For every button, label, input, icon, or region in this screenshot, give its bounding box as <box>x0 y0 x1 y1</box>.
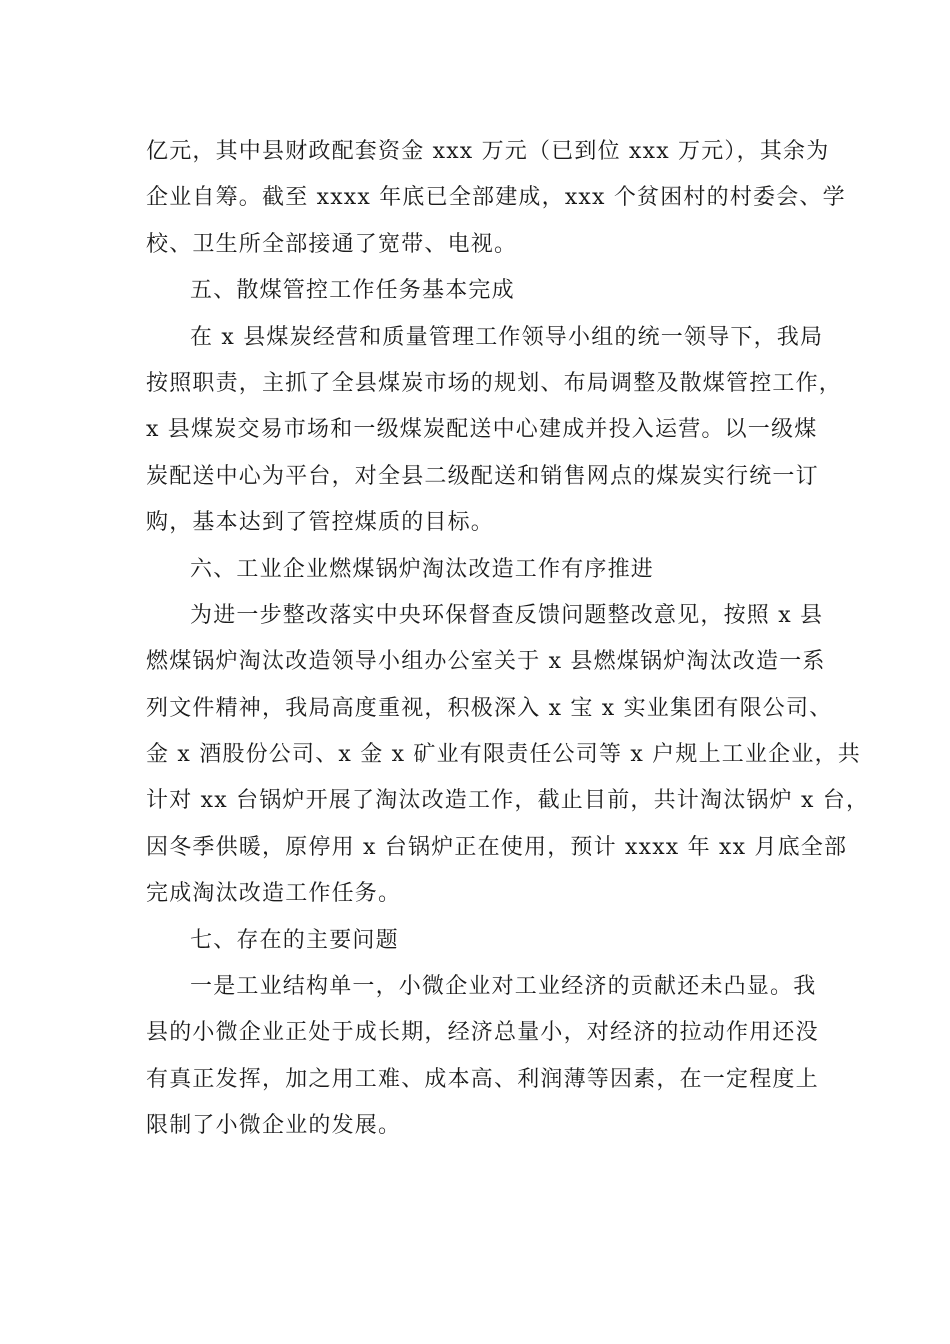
body-line: 一是工业结构单一，小微企业对工业经济的贡献还未凸显。我 <box>190 974 817 1000</box>
body-line: 在 x 县煤炭经营和质量管理工作领导小组的统一领导下，我局 <box>190 324 824 350</box>
body-line: 为进一步整改落实中央环保督查反馈问题整改意见，按照 x 县 <box>190 602 824 628</box>
body-line: 金 x 酒股份公司、x 金 x 矿业有限责任公司等 x 户规上工业企业，共 <box>146 742 861 768</box>
body-line: 按照职责，主抓了全县煤炭市场的规划、布局调整及散煤管控工作， <box>146 370 843 396</box>
body-line: 亿元，其中县财政配套资金 xxx 万元（已到位 xxx 万元），其余为 <box>146 139 830 164</box>
body-line: 列文件精神，我局高度重视，积极深入 x 宝 x 实业集团有限公司、 <box>146 695 833 721</box>
body-line: 县的小微企业正处于成长期，经济总量小，对经济的拉动作用还没 <box>146 1020 819 1046</box>
body-line: 炭配送中心为平台，对全县二级配送和销售网点的煤炭实行统一订 <box>146 463 819 489</box>
document-body <box>146 132 870 1153</box>
body-line: 燃煤锅炉淘汰改造领导小组办公室关于 x 县燃煤锅炉淘汰改造一系 <box>146 649 826 675</box>
body-line: 因冬季供暖，原停用 x 台锅炉正在使用，预计 xxxx 年 xx 月底全部 <box>146 834 848 860</box>
body-line: 有真正发挥，加之用工难、成本高、利润薄等因素，在一定程度上 <box>146 1066 819 1092</box>
body-line: 企业自筹。截至 xxxx 年底已全部建成，xxx 个贫困村的村委会、学 <box>146 185 846 211</box>
section-heading: 五、散煤管控工作任务基本完成 <box>190 278 515 304</box>
body-line: 限制了小微企业的发展。 <box>146 1113 402 1139</box>
body-line: 校、卫生所全部接通了宽带、电视。 <box>146 231 518 257</box>
body-line: 购，基本达到了管控煤质的目标。 <box>146 510 495 536</box>
body-line: 完成淘汰改造工作任务。 <box>146 881 402 907</box>
section-heading: 六、工业企业燃煤锅炉淘汰改造工作有序推进 <box>190 556 655 582</box>
body-line: x 县煤炭交易市场和一级煤炭配送中心建成并投入运营。以一级煤 <box>146 417 818 443</box>
section-heading: 七、存在的主要问题 <box>190 927 399 953</box>
body-line: 计对 xx 台锅炉开展了淘汰改造工作，截止目前，共计淘汰锅炉 x 台， <box>146 788 870 814</box>
